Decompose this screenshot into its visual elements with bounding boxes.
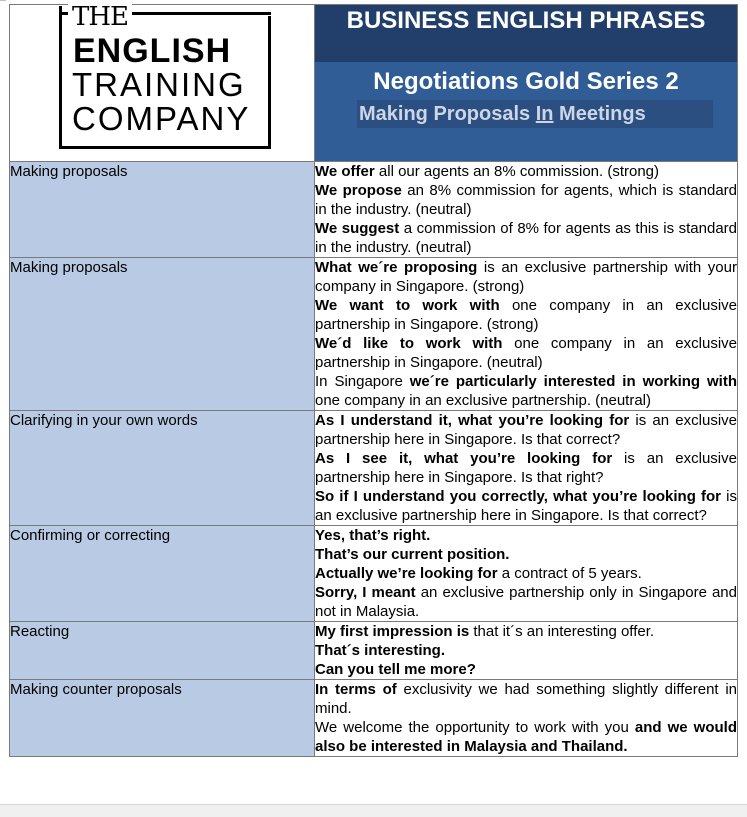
phrase-text: an 8% commission for agents, which is standard in the industry. (neutral) bbox=[315, 182, 737, 218]
phrase-text: all our agents an 8% commission. (strong) bbox=[374, 163, 660, 180]
phrase-key-expression: Actually we’re looking for bbox=[315, 565, 498, 582]
phrase-text: is an exclusive partnership here in Singapore. Is that correct? bbox=[315, 488, 738, 524]
phrase-key-expression: We want to work with bbox=[315, 297, 500, 314]
phrase-text: is an exclusive partnership with your company in Singapore. (strong) bbox=[315, 259, 737, 295]
logo-frame-right bbox=[268, 16, 271, 149]
logo-word-the: THE bbox=[68, 2, 132, 32]
topic-title-start: Making Proposals bbox=[359, 103, 536, 125]
phrase-item bbox=[315, 718, 737, 756]
phrase-item bbox=[315, 487, 737, 525]
phrase-text: a contract of 5 years. bbox=[497, 565, 642, 582]
phrase-text: one company in an exclusive partnership in Singapore. (strong) bbox=[315, 297, 737, 333]
phrase-key-expression: and we would also be interested in Malaysia and Thailand. bbox=[315, 719, 737, 755]
phrase-key-expression: In terms of bbox=[315, 681, 397, 698]
function-label: Confirming or correcting bbox=[10, 526, 315, 622]
logo-word-training: TRAINING bbox=[72, 66, 246, 103]
logo-cell bbox=[10, 2, 315, 162]
phrase-list bbox=[315, 622, 738, 680]
phrase-key-expression: We suggest bbox=[315, 220, 400, 237]
phrase-list bbox=[315, 411, 738, 526]
function-label: Making counter proposals bbox=[10, 680, 315, 757]
phrase-item bbox=[315, 564, 737, 583]
phrase-item bbox=[315, 181, 737, 219]
phrase-list bbox=[315, 258, 738, 411]
phrase-text: that it´s an interesting offer. bbox=[469, 623, 655, 640]
phrase-list bbox=[315, 526, 738, 622]
window-bottom-edge bbox=[0, 804, 747, 817]
phrase-item bbox=[315, 334, 737, 372]
phrase-text: one company in an exclusive partnership. (neutral) bbox=[315, 392, 652, 409]
phrase-key-expression: As I see it, what you’re looking for bbox=[315, 450, 613, 467]
phrase-text: is an exclusive partnership here in Singapore. Is that right? bbox=[315, 450, 737, 486]
phrase-item bbox=[315, 411, 737, 449]
logo-frame-left bbox=[59, 6, 62, 149]
phrase-item bbox=[315, 622, 737, 641]
table-row bbox=[10, 411, 738, 526]
function-label: Clarifying in your own words bbox=[10, 411, 315, 526]
table-row bbox=[10, 680, 738, 757]
phrase-item bbox=[315, 680, 737, 718]
document-title: BUSINESS ENGLISH PHRASES bbox=[315, 5, 737, 62]
phrase-item bbox=[315, 660, 737, 679]
phrase-text: a commission of 8% for agents as this is standard in the industry. (neutral) bbox=[315, 220, 737, 256]
phrase-key-expression: We propose bbox=[315, 182, 402, 199]
phrase-item bbox=[315, 372, 737, 410]
phrase-text: We welcome the opportunity to work with you bbox=[315, 719, 635, 736]
phrase-key-expression: We´d like to work with bbox=[315, 335, 503, 352]
table-row bbox=[10, 162, 738, 258]
phrase-item bbox=[315, 219, 737, 257]
topic-title-underlined: In bbox=[535, 103, 554, 125]
phrase-list bbox=[315, 162, 738, 258]
document-page bbox=[9, 4, 737, 757]
phrase-item bbox=[315, 258, 737, 296]
topic-title-end: Meetings bbox=[553, 103, 646, 125]
phrase-key-expression: As I understand it, what you’re looking for bbox=[315, 412, 630, 429]
phrase-item bbox=[315, 526, 737, 545]
phrase-item bbox=[315, 545, 737, 564]
phrase-text: one company in an exclusive partnership in Singapore. (neutral) bbox=[315, 335, 737, 371]
function-label: Reacting bbox=[10, 622, 315, 680]
phrase-key-expression: So if I understand you correctly, what you’re looking for bbox=[315, 488, 722, 505]
phrase-item bbox=[315, 449, 737, 487]
table-row bbox=[10, 258, 738, 411]
phrase-key-expression: What we´re proposing bbox=[315, 259, 478, 276]
series-title: Negotiations Gold Series 2 bbox=[373, 68, 679, 95]
logo-word-company: COMPANY bbox=[72, 100, 251, 137]
phrase-key-expression: That´s interesting. bbox=[315, 642, 446, 659]
phrase-item bbox=[315, 641, 737, 660]
phrase-text: exclusivity we had something slightly different in mind. bbox=[315, 681, 737, 717]
phrase-list bbox=[315, 680, 738, 757]
phrase-key-expression: we´re particularly interested in working with bbox=[409, 373, 737, 390]
function-label: Making proposals bbox=[10, 162, 315, 258]
phrase-text: an exclusive partnership only in Singapore and not in Malaysia. bbox=[315, 584, 737, 620]
phrase-key-expression: That’s our current position. bbox=[315, 546, 510, 563]
topic-title bbox=[357, 100, 713, 128]
title-cell bbox=[315, 5, 738, 162]
logo-word-english: ENGLISH bbox=[73, 32, 232, 70]
phrase-item bbox=[315, 296, 737, 334]
phrase-key-expression: Yes, that’s right. bbox=[315, 527, 431, 544]
phrase-key-expression: My first impression is bbox=[315, 623, 470, 640]
phrase-item bbox=[315, 583, 737, 621]
company-logo bbox=[59, 2, 271, 146]
function-label: Making proposals bbox=[10, 258, 315, 411]
phrases-table bbox=[9, 4, 738, 757]
phrase-text: is an exclusive partnership here in Singapore. Is that correct? bbox=[315, 412, 737, 448]
logo-frame-bottom bbox=[59, 146, 271, 149]
table-row bbox=[10, 622, 738, 680]
phrase-key-expression: Sorry, I meant bbox=[315, 584, 416, 601]
phrase-key-expression: We offer bbox=[315, 163, 375, 180]
phrase-item bbox=[315, 162, 737, 181]
header-row bbox=[10, 5, 738, 162]
corner-mark bbox=[0, 0, 6, 1]
phrase-key-expression: Can you tell me more? bbox=[315, 661, 476, 678]
table-row bbox=[10, 526, 738, 622]
phrase-text: In Singapore bbox=[315, 373, 410, 390]
